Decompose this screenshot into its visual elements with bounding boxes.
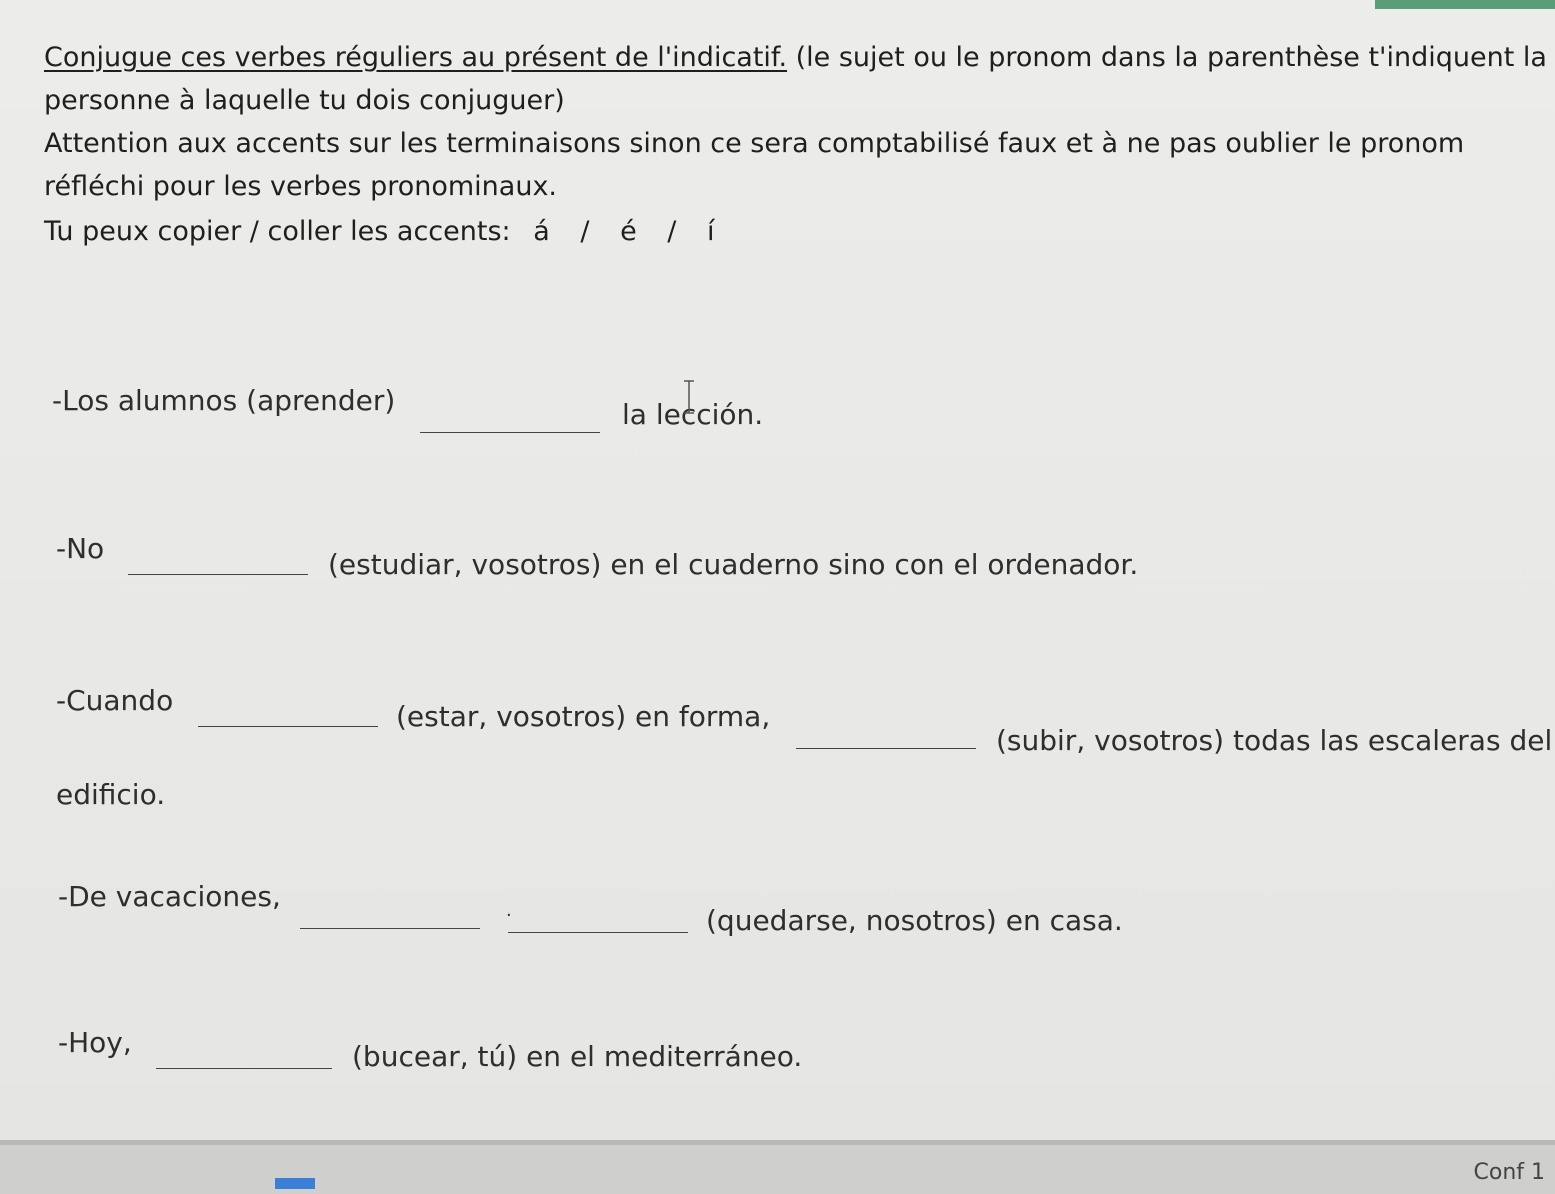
exercise-1-answer-blank[interactable] <box>420 432 600 433</box>
accent-separator: / <box>580 216 590 247</box>
exercise-3-middle: (estar, vosotros) en forma, <box>396 700 771 733</box>
exercise-5-answer-blank[interactable] <box>156 1068 332 1069</box>
exercise-3-prefix: -Cuando <box>56 684 174 717</box>
accent-separator: / <box>667 216 677 247</box>
exercise-3-answer-blank-1[interactable] <box>198 726 378 727</box>
taskbar-app-indicator[interactable] <box>275 1178 315 1189</box>
exercise-2-prefix: -No <box>56 532 105 565</box>
accent-a-char[interactable]: á <box>533 216 550 247</box>
exercise-4-prefix: -De vacaciones, <box>58 880 281 913</box>
text-cursor-icon <box>683 380 695 414</box>
taskbar <box>0 1140 1555 1194</box>
accent-i-char[interactable]: í <box>706 216 715 247</box>
exercise-5-suffix: (bucear, tú) en el mediterráneo. <box>352 1040 803 1073</box>
exercise-4-answer-blank-verb[interactable] <box>508 932 688 933</box>
exercise-3-suffix: (subir, vosotros) todas las escaleras del <box>996 724 1553 757</box>
exercise-2-answer-blank[interactable] <box>128 574 308 575</box>
exercise-4-suffix: (quedarse, nosotros) en casa. <box>706 904 1123 937</box>
accents-copy-label: Tu peux copier / coller les accents: <box>44 216 511 247</box>
accent-e-char[interactable]: é <box>620 216 637 247</box>
exercise-1-prefix: -Los alumnos (aprender) <box>52 384 396 417</box>
instruction-title: Conjugue ces verbes réguliers au présent de l'indicatif. <box>44 42 788 73</box>
exercise-2-suffix: (estudiar, vosotros) en el cuaderno sino con el ordenador. <box>328 548 1139 581</box>
accents-copy-line <box>44 210 1549 253</box>
instruction-title-paragraph <box>44 36 1549 122</box>
exercise-3-wrap: edificio. <box>56 778 166 811</box>
instructions-block <box>44 36 1549 253</box>
exercise-4-separator: . <box>506 900 512 921</box>
top-accent-bar <box>1375 0 1555 9</box>
exercise-5-prefix: -Hoy, <box>58 1026 132 1059</box>
taskbar-label: Conf 1 <box>1473 1160 1545 1185</box>
exercise-3-answer-blank-2[interactable] <box>796 748 976 749</box>
attention-note: Attention aux accents sur les terminaisons sinon ce sera comptabilisé faux et à ne pas oublier le pronom réfléchi pour les verbes pronominaux. <box>44 128 1465 202</box>
exercise-1-suffix: la lección. <box>622 398 764 431</box>
instruction-title-continuation: (le sujet ou le pronom dans la parenthèse t'indiquent la personne à laquelle tu dois conjuguer) <box>44 42 1547 116</box>
exercise-4-answer-blank-pronoun[interactable] <box>300 928 480 929</box>
